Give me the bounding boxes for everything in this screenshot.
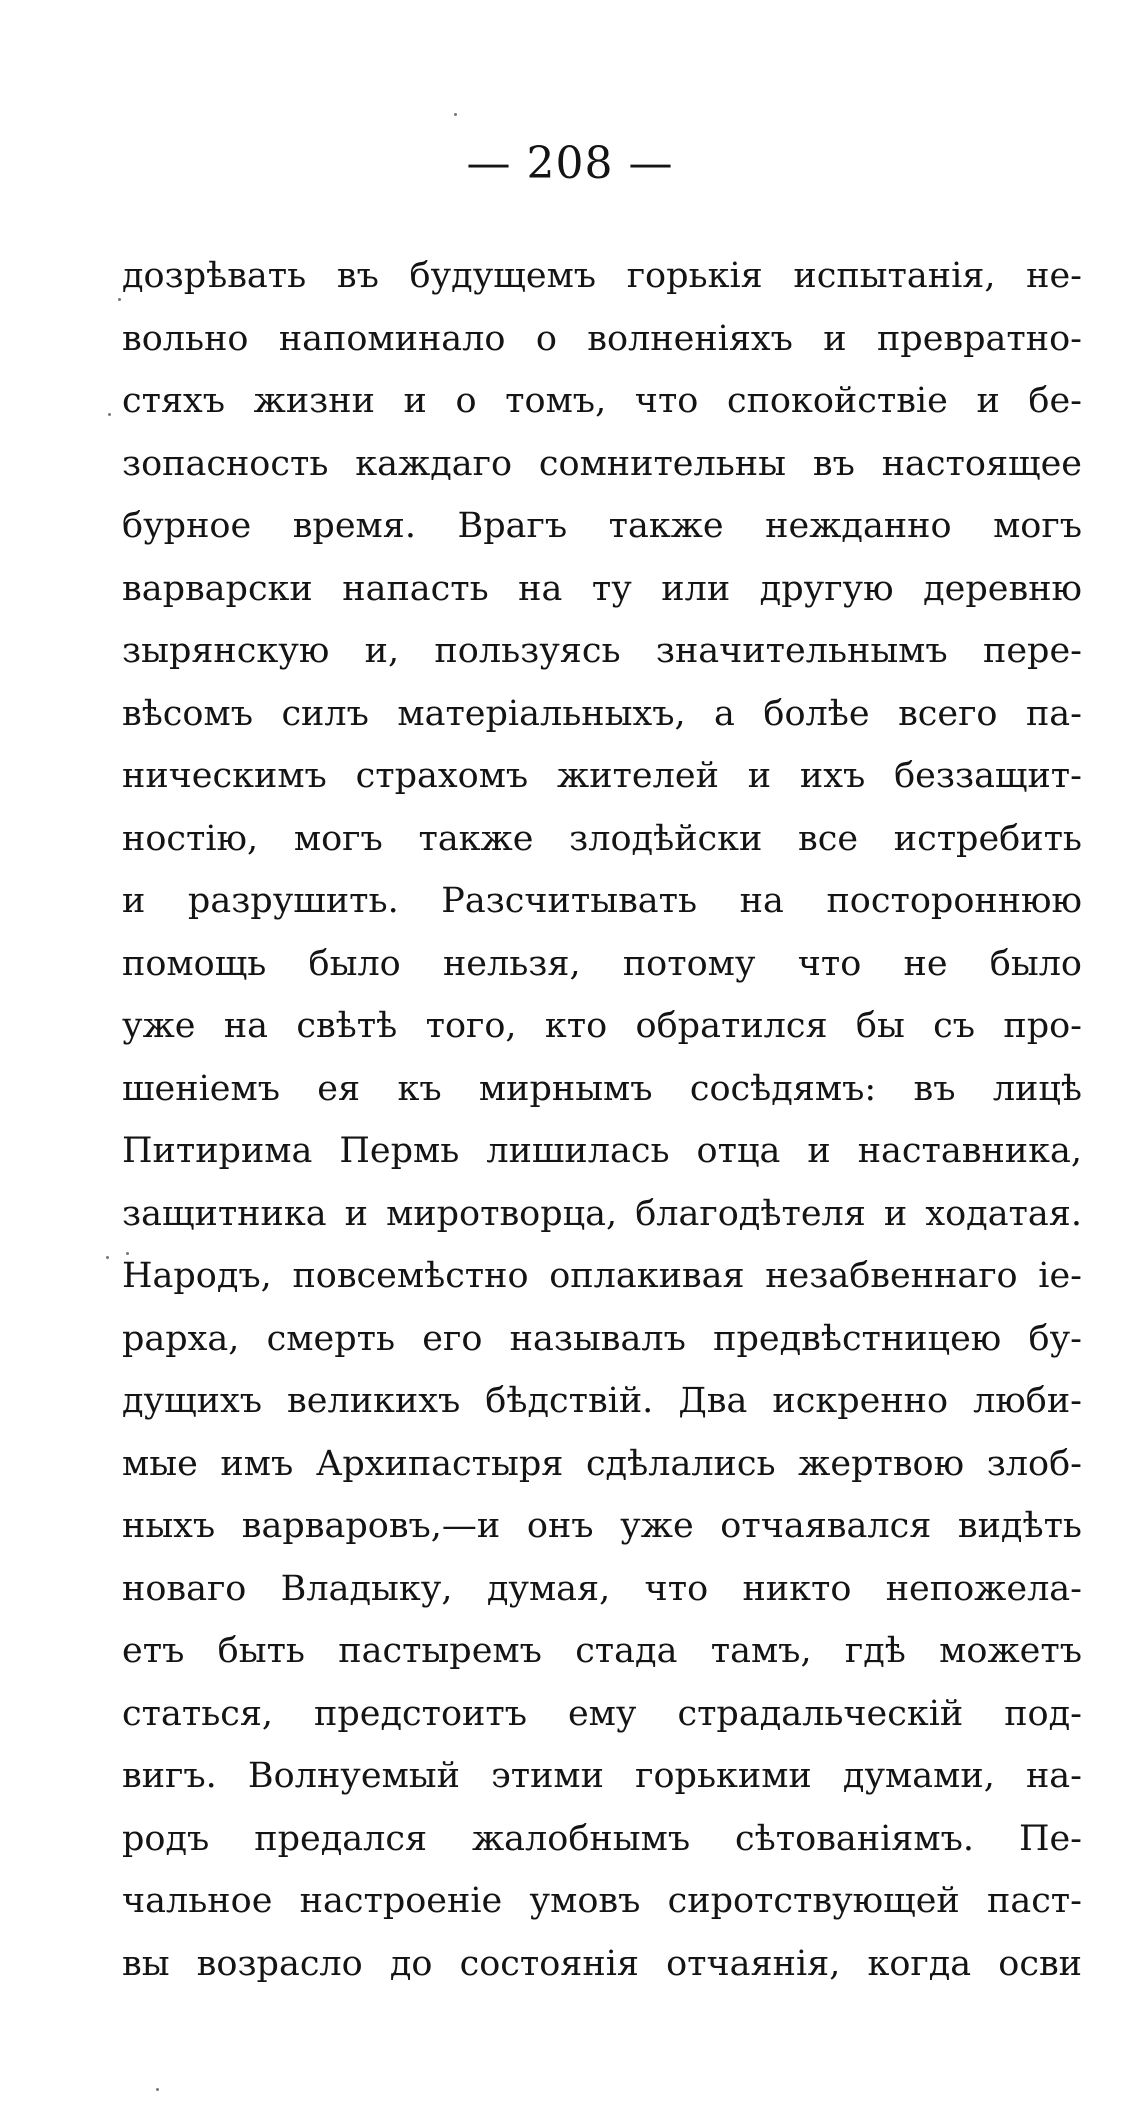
scan-speck <box>156 2088 159 2091</box>
text-line: зопасность каждаго сомнительны въ настоящее <box>122 443 1082 484</box>
text-line: вольно напоминало о волненіяхъ и превратно- <box>122 318 1082 359</box>
text-line: вигъ. Волнуемый этими горькими думами, на- <box>122 1756 1082 1796</box>
text-line: ностію, могъ также злодѣйски все истребить <box>122 818 1082 859</box>
text-line: ныхъ варваровъ,—и онъ уже отчаявался видѣть <box>122 1506 1082 1546</box>
text-line: чальное настроеніе умовъ сиротствующей паст- <box>122 1881 1082 1921</box>
scan-speck <box>118 298 121 301</box>
text-line: дозрѣвать въ будущемъ горькія испытанія, не- <box>122 256 1082 296</box>
text-line: родъ предался жалобнымъ сѣтованіямъ. Пе- <box>122 1818 1082 1859</box>
page-number: — 208 — <box>466 138 674 189</box>
text-line: Питирима Пермь лишилась отца и наставника, <box>122 1131 1082 1171</box>
text-line: шеніемъ ея къ мирнымъ сосѣдямъ: въ лицѣ <box>122 1068 1082 1109</box>
text-line: уже на свѣтѣ того, кто обратился бы съ про- <box>122 1006 1082 1046</box>
text-line: варварски напасть на ту или другую деревню <box>122 568 1082 609</box>
text-line: новаго Владыку, думая, что никто непожела- <box>122 1568 1082 1609</box>
text-line: и разрушить. Разсчитывать на постороннюю <box>122 881 1082 921</box>
scan-speck <box>108 413 111 416</box>
text-line: помощь было нельзя, потому что не было <box>122 943 1082 984</box>
scan-speck <box>126 1252 129 1255</box>
text-line: ническимъ страхомъ жителей и ихъ беззащит- <box>122 756 1082 796</box>
text-line: статься, предстоитъ ему страдальческій под- <box>122 1693 1082 1734</box>
text-line: Народъ, повсемѣстно оплакивая незабвеннаго іе- <box>122 1256 1082 1296</box>
scan-speck <box>454 113 457 116</box>
text-line: мые имъ Архипастыря сдѣлались жертвою злоб- <box>122 1443 1082 1484</box>
text-line: етъ быть пастыремъ стада тамъ, гдѣ можетъ <box>122 1631 1082 1671</box>
text-line: вѣсомъ силъ матеріальныхъ, а болѣе всего па- <box>122 693 1082 734</box>
body-text <box>122 245 1082 1995</box>
text-line: бурное время. Врагъ также нежданно могъ <box>122 506 1082 546</box>
scan-speck <box>106 1256 109 1259</box>
text-line: рарха, смерть его называлъ предвѣстницею бу- <box>122 1318 1082 1359</box>
text-line: дущихъ великихъ бѣдствій. Два искренно люби- <box>122 1381 1082 1421</box>
text-line: зырянскую и, пользуясь значительнымъ пере- <box>122 631 1082 671</box>
text-line: защитника и миротворца, благодѣтеля и ходатая. <box>122 1193 1082 1234</box>
text-line: стяхъ жизни и о томъ, что спокойствіе и бе- <box>122 381 1082 421</box>
text-line: вы возрасло до состоянія отчаянія, когда осви <box>122 1943 1082 1984</box>
